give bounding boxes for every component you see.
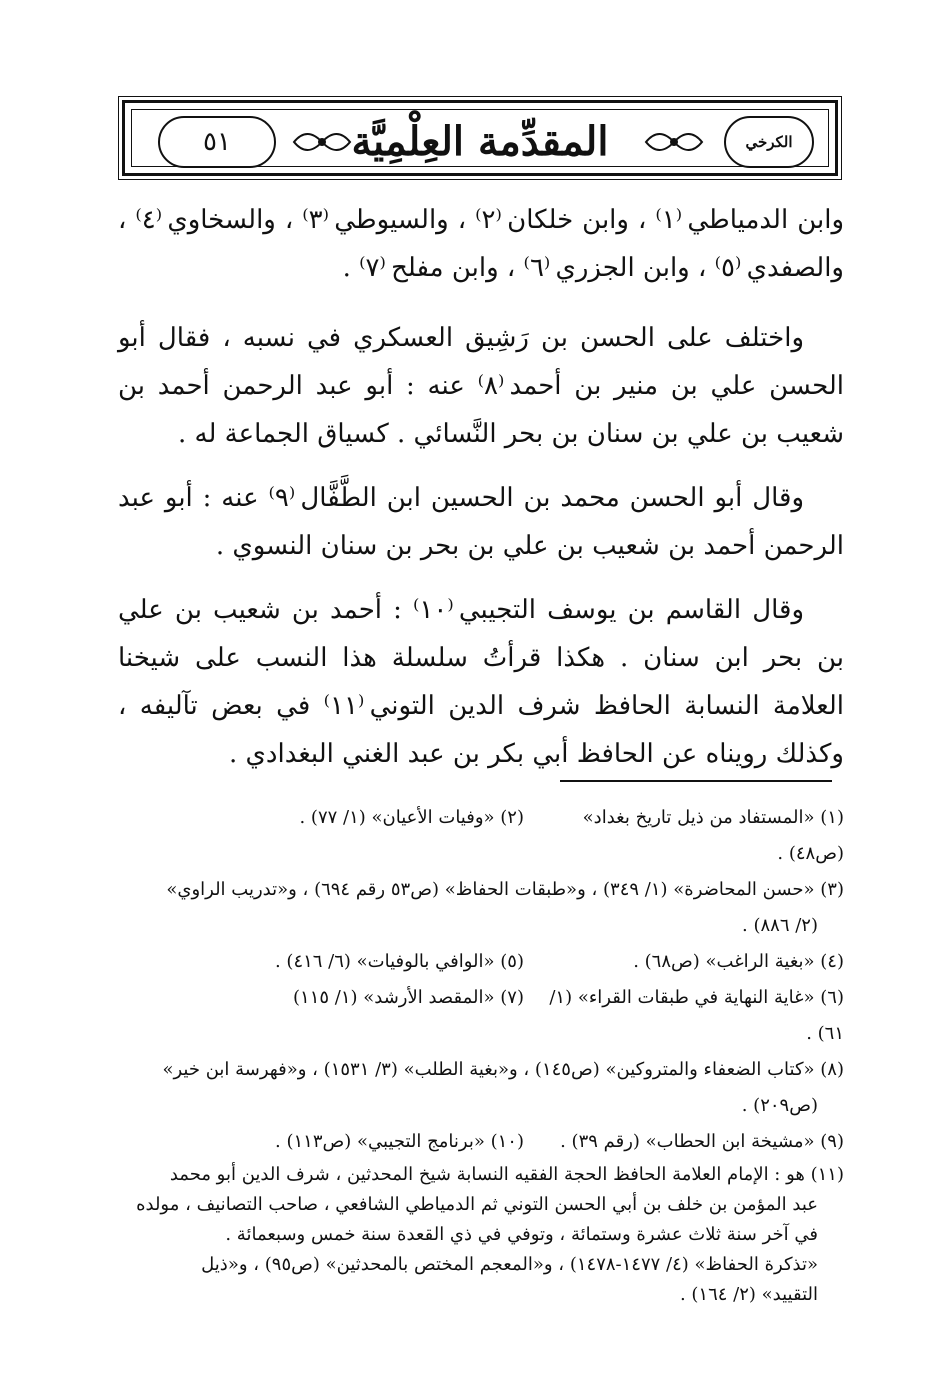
page-number: ٥١ <box>203 127 231 157</box>
footnote-row <box>108 944 844 980</box>
footnote-3: (٣) «حسن المحاضرة» (١/ ٣٤٩) ، و«طبقات الحفاظ» (ص٥٣ رقم ٦٩٤) ، و«تدريب الراوي» <box>166 879 844 900</box>
footnote-row <box>108 1124 844 1160</box>
paragraph-3: وقال أبو الحسن محمد بن الحسين ابن الطَّفَّال ⁽٩⁾ عنه : أبو عبد الرحمن أحمد بن شعيب بن علي بن بحر بن سنان النسوي . <box>118 483 844 561</box>
header-title: المقدِّمة العِلْمِيَّة <box>351 118 609 165</box>
footnote-10: (١٠) «برنامج التجيبي» (ص١١٣) . <box>275 1131 524 1152</box>
footnote-5: (٥) «الوافي بالوفيات» (٦/ ٤١٦) . <box>274 951 524 972</box>
footnote-11-line: عبد المؤمن بن خلف بن أبي الحسن التوني ثم الدمياطي الشافعي ، صاحب التصانيف ، مولده <box>136 1194 818 1215</box>
footnote-11-line: «تذكرة الحفاظ» (٤/ ١٤٧٧-١٤٧٨) ، و«المعجم المختص بالمحدثين» (ص٩٥) ، و«ذيل <box>201 1254 818 1275</box>
footnote-9: (٩) «مشيخة ابن الحطاب» (رقم ٣٩) . <box>560 1131 844 1152</box>
footnote-2: (٢) «وفيات الأعيان» (١/ ٧٧) . <box>299 807 524 828</box>
footnote-4: (٤) «بغية الراغب» (ص٦٨) . <box>633 951 844 972</box>
running-header <box>122 100 838 176</box>
footnote-3-continuation: (٢/ ٨٨٦) . <box>742 915 818 936</box>
footnote-11-line: (١١) هو : الإمام العلامة الحافظ الحجة الفقيه النسابة شيخ المحدثين ، شرف الدين أبو محمد <box>169 1164 844 1185</box>
footnote-8: (٨) «كتاب الضعفاء والمتروكين» (ص١٤٥) ، و«بغية الطلب» (٣/ ١٥٣١) ، و«فهرسة ابن خير» <box>162 1059 844 1080</box>
footnote-7: (٧) «المقصد الأرشد» (١/ ١١٥) <box>293 987 524 1008</box>
footnote-8-continuation: (ص٢٠٩) . <box>741 1095 818 1116</box>
paragraph-2: واختلف على الحسن بن رَشِيق العسكري في نسبه ، فقال أبو الحسن علي بن منير بن أحمد ⁽٨⁾ عنه : أبو عبد الرحمن أحمد بن شعيب بن علي بن سنان بن بحر النَّسائي . كسياق الجماعة له . <box>118 323 845 449</box>
footnote-separator <box>560 780 832 782</box>
paragraph-1: وابن الدمياطي ⁽١⁾ ، وابن خلكان ⁽٢⁾ ، والسيوطي ⁽٣⁾ ، والسخاوي ⁽٤⁾ ، والصفدي ⁽٥⁾ ، وابن الجزري ⁽٦⁾ ، وابن مفلح ⁽٧⁾ . <box>118 205 844 283</box>
footnote-row <box>108 980 844 1052</box>
footnote-11 <box>108 1160 844 1310</box>
footnote-11-line: التقييد» (٢/ ١٦٤) . <box>679 1284 818 1305</box>
footnote-6: (٦) «غاية النهاية في طبقات القراء» (١/ ٦١) . <box>549 987 844 1044</box>
footnote-11-line: في آخر سنة ثلاث عشرة وستمائة ، وتوفي في ذي القعدة سنة خمس وسبعمائة . <box>225 1224 818 1245</box>
logo-text: الكرخي <box>745 133 793 151</box>
ornament-right-icon <box>644 124 704 160</box>
main-text <box>118 196 844 794</box>
footnote-1: (١) «المستفاد من ذيل تاريخ بغداد» (ص٤٨) . <box>582 807 844 864</box>
footnotes <box>108 800 844 1310</box>
header-frame <box>131 109 829 167</box>
footnote-row <box>108 800 844 872</box>
paragraph-4: وقال القاسم بن يوسف التجيبي ⁽١٠⁾ : أحمد بن شعيب بن علي بن بحر ابن سنان . هكذا قرأتُ سلسلة هذا النسب على شيخنا العلامة النسابة الحافظ شرف الدين التوني ⁽١١⁾ في بعض تآليفه ، وكذلك رويناه عن الحافظ أبي بكر بن عبد الغني البغدادي . <box>118 595 844 769</box>
publisher-logo <box>724 116 814 168</box>
